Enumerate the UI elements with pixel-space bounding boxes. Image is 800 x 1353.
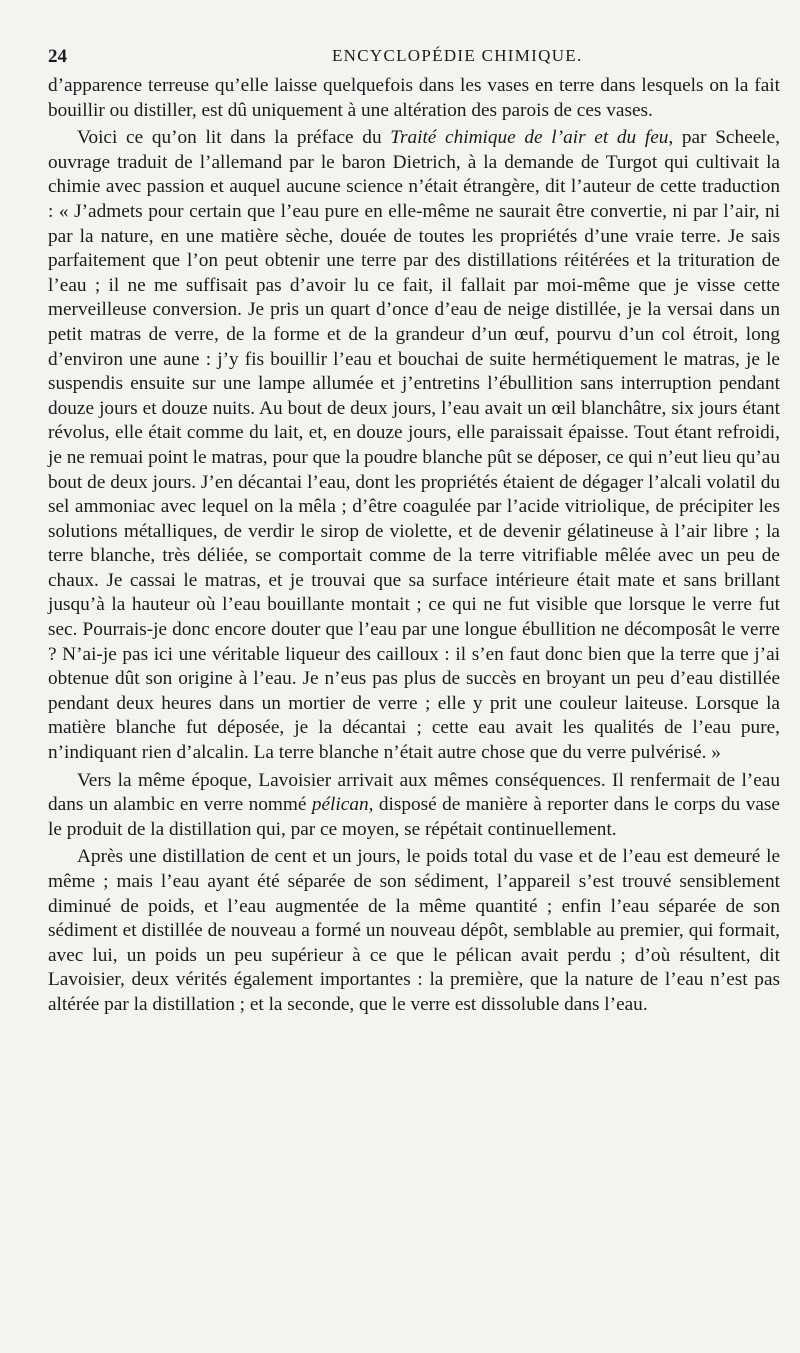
body-text (48, 74, 780, 1018)
paragraph-lavoisier (48, 769, 780, 843)
running-head (48, 40, 780, 70)
page-number: 24 (48, 46, 67, 67)
apparatus-name-italic: pélican, (311, 794, 374, 816)
paragraph-scheele-quote (48, 126, 780, 765)
paragraph-text-before: Vers la même époque, Lavoisier arrivait aux mêmes conséquences. Il renfermait de l’eau dans un alambic en verre nommé (48, 769, 780, 816)
book-title-italic: Traité chimique de l’air et du feu, (390, 127, 674, 149)
paragraph-continuation (48, 74, 780, 123)
paragraph-text: Après une distillation de cent et un jours, le poids total du vase et de l’eau est demeuré le même ; mais l’eau ayant été séparée de son sédiment, l’appareil s’est trouvé sensiblement diminué de poids, et l’eau augmentée de la même quantité ; enfin l’eau séparée de son sédiment et distillée de nouveau a formé un nouveau dépôt, semblable au premier, qui formait, avec lui, un poids un peu supérieur à ce que le pélican avait perdu ; d’où résultent, dit Lavoisier, deux vérités également importantes : la première, que la nature de l’eau n’est pas altérée par la distillation ; et la seconde, que le verre est dissoluble dans l’eau. (48, 846, 780, 1015)
paragraph-text-after: par Scheele, ouvrage traduit de l’allemand par le baron Dietrich, à la demande de Turgot qui cultivait la chimie avec passion et auquel aucune science n’était étrangère, dit l’auteur de cette traduction : « J’admets pour certain que l’eau pure en elle-même ne saurait être convertie, ni par l’air, ni par la nature, en une matière sèche, douée de toutes les propriétés d’une vraie terre. Je sais parfaitement que l’on peut obtenir une terre par des distillations réitérées et la trituration de l’eau ; il ne me suffisait pas d’avoir lu ce fait, il fallait par moi-même que je visse cette merveilleuse conversion. Je pris un quart d’once d’eau de neige distillée, je la versai dans un petit matras de verre, de la forme et de la grandeur d’un œuf, pourvu d’un col étroit, long d’environ une aune : j’y fis bouillir l’eau et bouchai de suite hermétiquement le matras, je le suspendis ensuite sur une lampe allumée et j’entretins l’ébullition sans interruption pendant douze jours et douze nuits. Au bout de deux jours, l’eau avait un œil blanchâtre, six jours étant révolus, elle était comme du lait, et, en douze jours, elle paraissait épaisse. Tout étant refroidi, je ne remuai point le matras, pour que la poudre blanche pût se déposer, ce qui n’eut lieu qu’au bout de deux jours. J’en décantai l’eau, dont les propriétés étaient de dégager l’alcali volatil du sel ammoniac avec lequel on la mêla ; d’être coagulée par l’acide vitriolique, de précipiter les solutions métalliques, de verdir le sirop de violette, et de devenir gélatineuse à l’air libre ; la terre blanche, très déliée, se comportait comme de la terre vitrifiable mêlée avec un peu de chaux. Je cassai le matras, et je trouvai que sa surface intérieure était mate et sans brillant jusqu’à la hauteur où l’eau bouillante montait ; ce qui ne fut visible que lorsque le verre fut sec. Pourrais-je donc encore douter que l’eau par une longue ébullition ne décomposât le verre ? N’ai-je pas ici une véritable liqueur des cailloux : il s’en faut donc bien que la terre que j’ai obtenue dût son origine à l’eau. Je n’eus pas plus de succès en broyant un peu d’eau distillée pendant deux heures dans un mortier de verre ; elle y prit une couleur laiteuse. Lorsque la matière blanche fut déposée, je la décantai ; cette eau avait les qualités de l’eau pure, n’indiquant rien d’alcalin. La terre blanche n’était autre chose que du verre pulvérisé. » (48, 127, 780, 764)
running-title: ENCYCLOPÉDIE CHIMIQUE. (332, 46, 583, 65)
paragraph-distillation-result (48, 845, 780, 1017)
paragraph-text: d’apparence terreuse qu’elle laisse quelquefois dans les vases en terre dans lesquels on la fait bouillir ou distiller, est dû uniquement à une altération des parois de ces vases. (48, 75, 780, 121)
paragraph-text-after: disposé de manière à reporter dans le corps du vase le produit de la distillation qui, par ce moyen, se répétait continuellement. (48, 794, 780, 840)
paragraph-text-before: Voici ce qu’on lit dans la préface du (77, 127, 391, 149)
